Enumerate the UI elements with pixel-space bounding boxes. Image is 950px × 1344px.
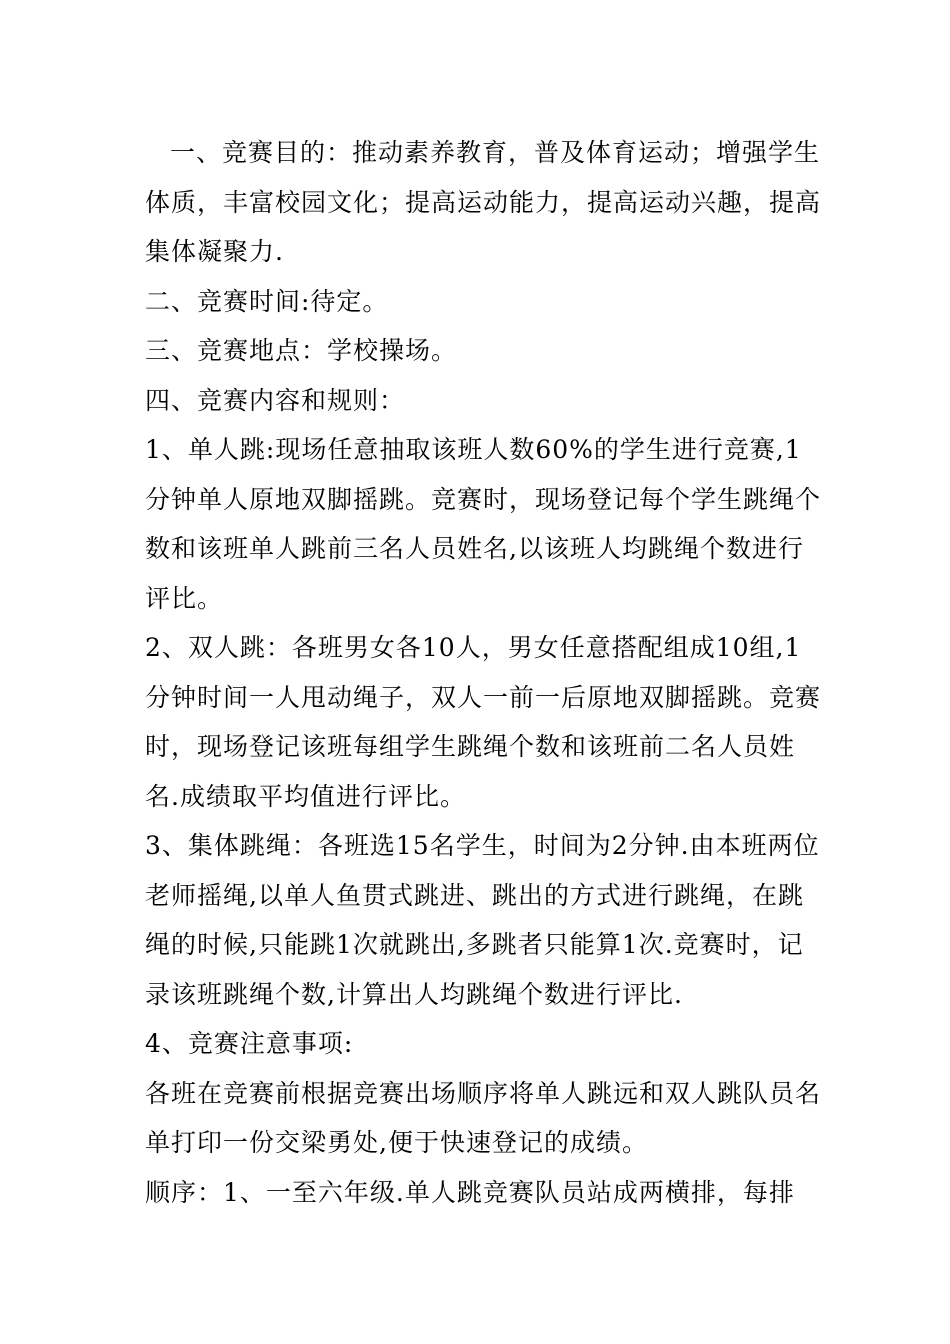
paragraph-content-and-rules-heading: 四、竞赛内容和规则： [145, 385, 406, 415]
paragraph-double-jump: 2、双人跳：各班男女各10人，男女任意搭配组成10组,1分钟时间一人甩动绳子，双人一前一后原地双脚摇跳。竞赛时，现场登记该班每组学生跳绳个数和该班前二名人员姓名.成绩取平均值进行评比。 [145, 633, 822, 811]
paragraph-order: 顺序：1、一至六年级.单人跳竞赛队员站成两横排，每排 [145, 1177, 795, 1207]
paragraph-single-jump: 1、单人跳:现场任意抽取该班人数60%的学生进行竞赛,1分钟单人原地双脚摇跳。竞赛时，现场登记每个学生跳绳个数和该班单人跳前三名人员姓名,以该班人均跳绳个数进行评比。 [145, 435, 822, 613]
paragraph-notes-heading: 4、竞赛注意事项: [145, 1029, 354, 1058]
paragraph-competition-time: 二、竞赛时间:待定。 [145, 286, 389, 316]
paragraph-competition-venue: 三、竞赛地点：学校操场。 [145, 336, 458, 365]
document-body [145, 128, 825, 1217]
paragraph-competition-purpose: 一、竞赛目的：推动素养教育，普及体育运动；增强学生体质，丰富校园文化；提高运动能力，提高运动兴趣，提高集体凝聚力. [145, 138, 822, 266]
paragraph-notes-body: 各班在竞赛前根据竞赛出场顺序将单人跳远和双人跳队员名单打印一份交梁勇处,便于快速登记的成绩。 [145, 1078, 822, 1157]
paragraph-group-jump: 3、集体跳绳：各班选15名学生，时间为2分钟.由本班两位老师摇绳,以单人鱼贯式跳进、跳出的方式进行跳绳，在跳绳的时候,只能跳1次就跳出,多跳者只能算1次.竞赛时，记录该班跳绳个数,计算出人均跳绳个数进行评比. [145, 831, 820, 1009]
